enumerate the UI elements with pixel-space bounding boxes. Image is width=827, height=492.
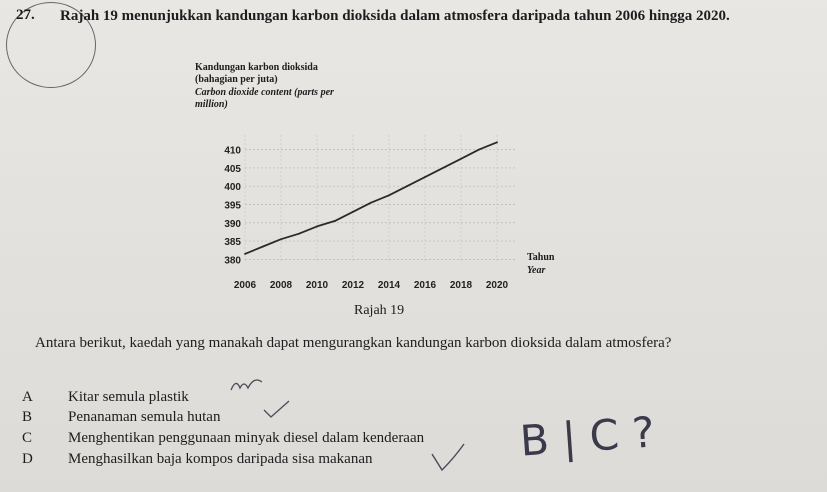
co2-data-point xyxy=(280,238,282,240)
x-tick-label: 2010 xyxy=(305,280,329,291)
y-tick-label: 395 xyxy=(224,200,241,212)
y-tick-label: 385 xyxy=(224,237,241,249)
option-letter: A xyxy=(22,389,33,405)
y-tick-label: 410 xyxy=(224,145,241,157)
co2-data-point xyxy=(406,185,408,187)
y-tick-label: 400 xyxy=(224,182,241,194)
x-tick-label: 2008 xyxy=(269,280,293,291)
option-text: Menghasilkan baja kompos daripada sisa makanan xyxy=(68,451,373,467)
co2-data-point xyxy=(316,226,318,228)
option-letter: D xyxy=(22,451,33,467)
handwritten-check-b xyxy=(262,398,292,420)
question-number: 27. xyxy=(16,7,35,23)
x-tick-label: 2018 xyxy=(449,280,473,291)
option-text: Menghentikan penggunaan minyak diesel dalam kenderaan xyxy=(68,430,425,446)
co2-data-point xyxy=(496,141,498,143)
y-axis-label-english: Carbon dioxide content (parts per xyxy=(195,87,334,98)
co2-data-point xyxy=(244,253,246,255)
option-d[interactable] xyxy=(22,451,373,468)
y-axis-unit-malay: (bahagian per juta) xyxy=(195,74,278,85)
x-axis-label-malay: Tahun xyxy=(527,252,555,263)
option-letter: C xyxy=(22,430,33,446)
handwritten-check-d xyxy=(428,440,468,474)
x-tick-label: 2016 xyxy=(413,280,437,291)
x-tick-label: 2006 xyxy=(233,280,257,291)
x-tick-label: 2012 xyxy=(341,280,365,291)
co2-data-point xyxy=(460,158,462,160)
y-tick-label: 390 xyxy=(224,218,241,230)
co2-data-point xyxy=(424,176,426,178)
y-axis-label-english-cont: million) xyxy=(195,99,228,110)
option-c[interactable] xyxy=(22,430,424,447)
handwritten-scribble-a xyxy=(228,374,268,396)
option-text: Penanaman semula hutan xyxy=(68,409,221,425)
y-axis-label-malay: Kandungan karbon dioksida xyxy=(195,62,318,73)
handwritten-answer-note: B | C ? xyxy=(518,407,657,466)
co2-data-point xyxy=(352,211,354,213)
y-tick-label: 405 xyxy=(224,163,241,175)
option-a[interactable] xyxy=(22,389,189,406)
co2-data-point xyxy=(370,202,372,204)
x-axis-label-english: Year xyxy=(527,265,546,276)
option-b[interactable] xyxy=(22,409,220,426)
co2-series-line xyxy=(245,142,497,254)
co2-data-point xyxy=(334,220,336,222)
x-tick-label: 2014 xyxy=(377,280,401,291)
option-text: Kitar semula plastik xyxy=(68,389,189,405)
x-tick-label: 2020 xyxy=(485,280,509,291)
co2-data-point xyxy=(442,167,444,169)
co2-data-point xyxy=(478,149,480,151)
co2-data-point xyxy=(388,194,390,196)
co2-data-point xyxy=(262,246,264,248)
figure-caption: Rajah 19 xyxy=(354,303,405,318)
co2-data-point xyxy=(298,233,300,235)
co2-line-chart xyxy=(205,125,525,295)
question-text: Rajah 19 menunjukkan kandungan karbon dioksida dalam atmosfera daripada tahun 2006 hingga 2020. xyxy=(60,8,730,24)
question-prompt: Antara berikut, kaedah yang manakah dapat mengurangkan kandungan karbon dioksida dalam atmosfera? xyxy=(35,335,672,351)
option-letter: B xyxy=(22,409,33,425)
y-tick-label: 380 xyxy=(224,255,241,267)
